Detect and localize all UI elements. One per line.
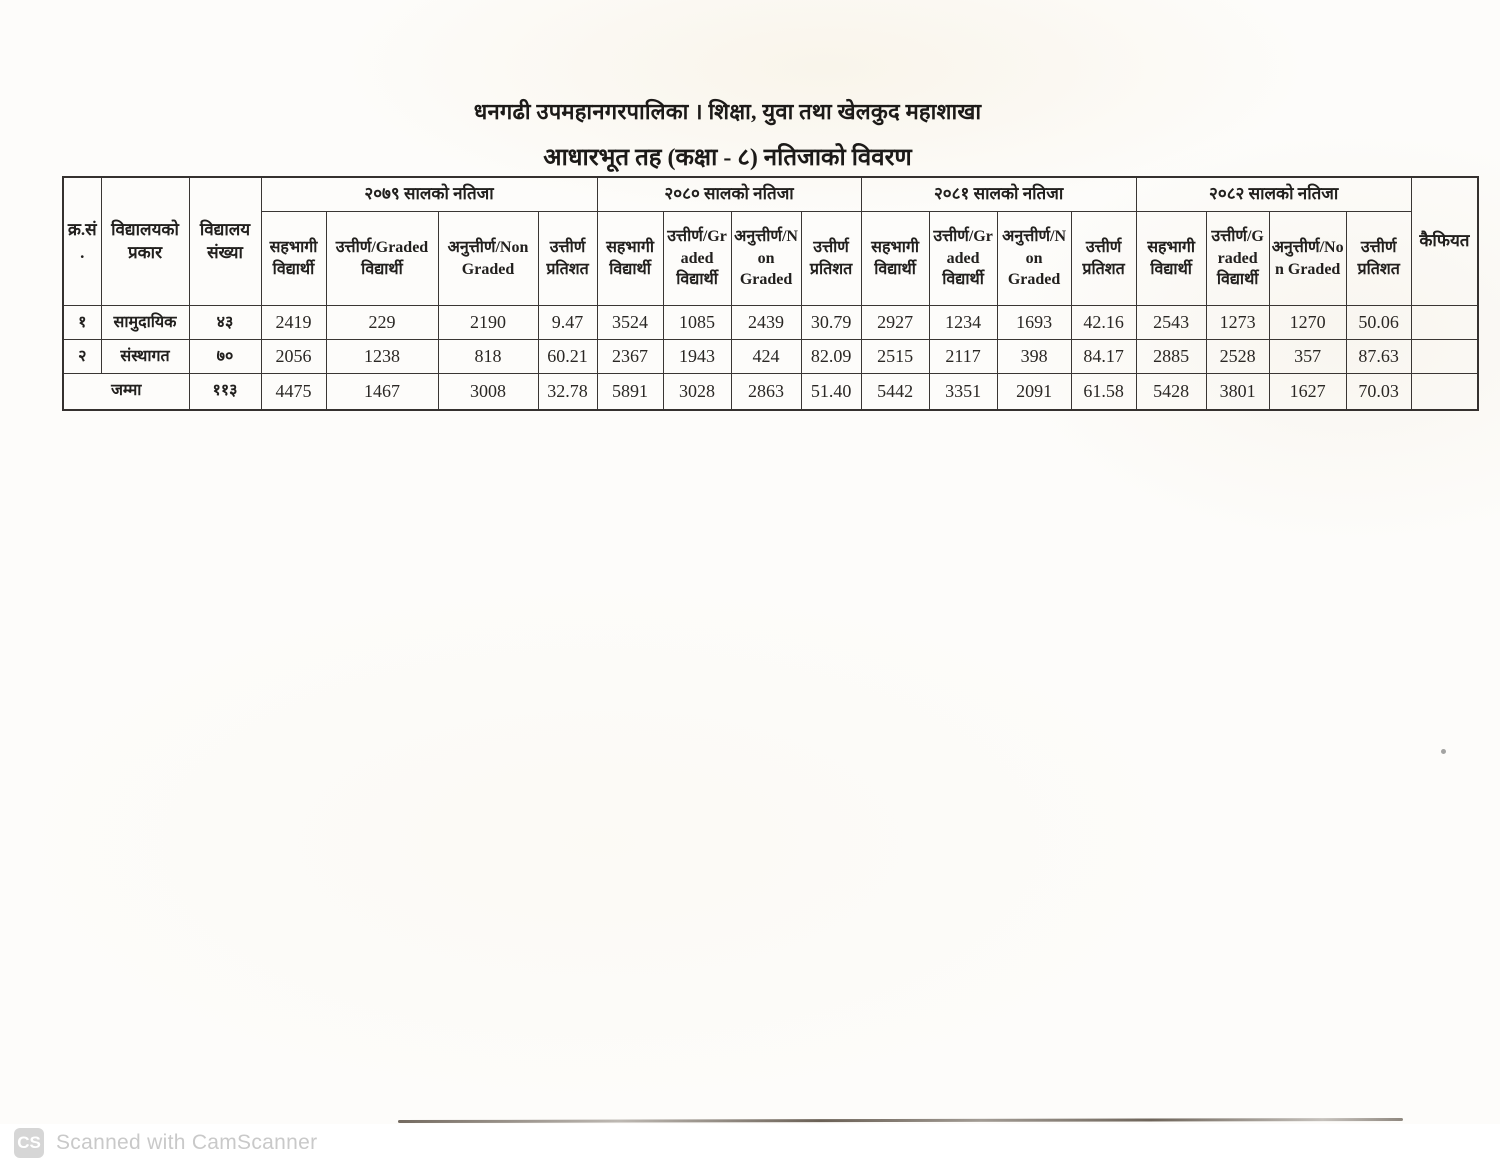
year-group-2079: २०७९ सालको नतिजा [261,177,597,212]
remark-cell [1411,374,1478,410]
sub-header-participants-2080: सहभागी विद्यार्थी [597,212,663,306]
school-count-cell: ४३ [189,306,261,340]
year-group-header-row [63,177,1478,212]
value-cell: 5891 [597,374,663,410]
value-cell: 229 [326,306,438,340]
value-cell: 2439 [731,306,801,340]
value-cell: 2117 [929,340,997,374]
results-table [62,176,1479,411]
camscanner-logo-icon: CS [14,1128,44,1158]
value-cell: 2863 [731,374,801,410]
value-cell: 61.58 [1071,374,1136,410]
year-group-2080: २०८० सालको नतिजा [597,177,861,212]
value-cell: 3524 [597,306,663,340]
value-cell: 2515 [861,340,929,374]
value-cell: 1273 [1206,306,1269,340]
value-cell: 70.03 [1346,374,1411,410]
sub-header-graded-2080: उत्तीर्ण/Graded विद्यार्थी [663,212,731,306]
sub-header-percent-2080: उत्तीर्ण प्रतिशत [801,212,861,306]
document-title: धनगढी उपमहानगरपालिका । शिक्षा, युवा तथा खेलकुद महाशाखा [473,99,982,124]
document-subtitle: आधारभूत तह (कक्षा - ८) नतिजाको विवरण [543,145,912,171]
sub-header-row [63,212,1478,306]
sub-header-percent-2082: उत्तीर्ण प्रतिशत [1346,212,1411,306]
sub-header-participants-2081: सहभागी विद्यार्थी [861,212,929,306]
value-cell: 84.17 [1071,340,1136,374]
sub-header-nongraded-2080: अनुत्तीर्ण/Non Graded [731,212,801,306]
value-cell: 424 [731,340,801,374]
scan-page-edge-line [398,1118,1403,1123]
value-cell: 818 [438,340,538,374]
value-cell: 3028 [663,374,731,410]
year-group-2081: २०८१ सालको नतिजा [861,177,1136,212]
value-cell: 357 [1269,340,1346,374]
value-cell: 60.21 [538,340,597,374]
value-cell: 2419 [261,306,326,340]
serial-cell: १ [63,306,101,340]
total-label-cell: जम्मा [63,374,189,410]
value-cell: 4475 [261,374,326,410]
value-cell: 1234 [929,306,997,340]
camscanner-watermark-text: Scanned with CamScanner [56,1131,318,1154]
sub-header-nongraded-2081: अनुत्तीर्ण/Non Graded [997,212,1071,306]
value-cell: 2885 [1136,340,1206,374]
school-type-cell: सामुदायिक [101,306,189,340]
sub-header-participants-2082: सहभागी विद्यार्थी [1136,212,1206,306]
camscanner-footer [0,1124,1500,1162]
value-cell: 1943 [663,340,731,374]
value-cell: 1238 [326,340,438,374]
document-header [0,96,1455,173]
scan-speck [1441,749,1446,754]
sub-header-graded-2081: उत्तीर्ण/Graded विद्यार्थी [929,212,997,306]
school-type-cell: संस्थागत [101,340,189,374]
value-cell: 9.47 [538,306,597,340]
school-count-cell: ७० [189,340,261,374]
value-cell: 2190 [438,306,538,340]
value-cell: 1085 [663,306,731,340]
serial-cell: २ [63,340,101,374]
value-cell: 5442 [861,374,929,410]
sub-header-percent-2079: उत्तीर्ण प्रतिशत [538,212,597,306]
remark-cell [1411,306,1478,340]
value-cell: 51.40 [801,374,861,410]
sub-header-graded-2082: उत्तीर्ण/Graded विद्यार्थी [1206,212,1269,306]
year-group-2082: २०८२ सालको नतिजा [1136,177,1411,212]
value-cell: 1627 [1269,374,1346,410]
value-cell: 82.09 [801,340,861,374]
value-cell: 2056 [261,340,326,374]
value-cell: 1270 [1269,306,1346,340]
remark-cell [1411,340,1478,374]
value-cell: 1693 [997,306,1071,340]
value-cell: 2543 [1136,306,1206,340]
table-row-total [63,374,1478,410]
col-header-school-count: विद्यालय संख्या [189,177,261,306]
sub-header-graded-2079: उत्तीर्ण/Graded विद्यार्थी [326,212,438,306]
value-cell: 32.78 [538,374,597,410]
value-cell: 42.16 [1071,306,1136,340]
value-cell: 2367 [597,340,663,374]
value-cell: 2528 [1206,340,1269,374]
table-row-community [63,306,1478,340]
value-cell: 2927 [861,306,929,340]
col-header-remark: कैफियत [1411,177,1478,306]
value-cell: 3008 [438,374,538,410]
school-count-cell: ११३ [189,374,261,410]
value-cell: 398 [997,340,1071,374]
col-header-school-type: विद्यालयको प्रकार [101,177,189,306]
col-header-serial: क्र.सं. [63,177,101,306]
value-cell: 3801 [1206,374,1269,410]
value-cell: 1467 [326,374,438,410]
value-cell: 30.79 [801,306,861,340]
value-cell: 87.63 [1346,340,1411,374]
value-cell: 2091 [997,374,1071,410]
value-cell: 3351 [929,374,997,410]
sub-header-percent-2081: उत्तीर्ण प्रतिशत [1071,212,1136,306]
table-row-institutional [63,340,1478,374]
sub-header-participants-2079: सहभागी विद्यार्थी [261,212,326,306]
sub-header-nongraded-2082: अनुत्तीर्ण/Non Graded [1269,212,1346,306]
value-cell: 50.06 [1346,306,1411,340]
sub-header-nongraded-2079: अनुत्तीर्ण/Non Graded [438,212,538,306]
value-cell: 5428 [1136,374,1206,410]
